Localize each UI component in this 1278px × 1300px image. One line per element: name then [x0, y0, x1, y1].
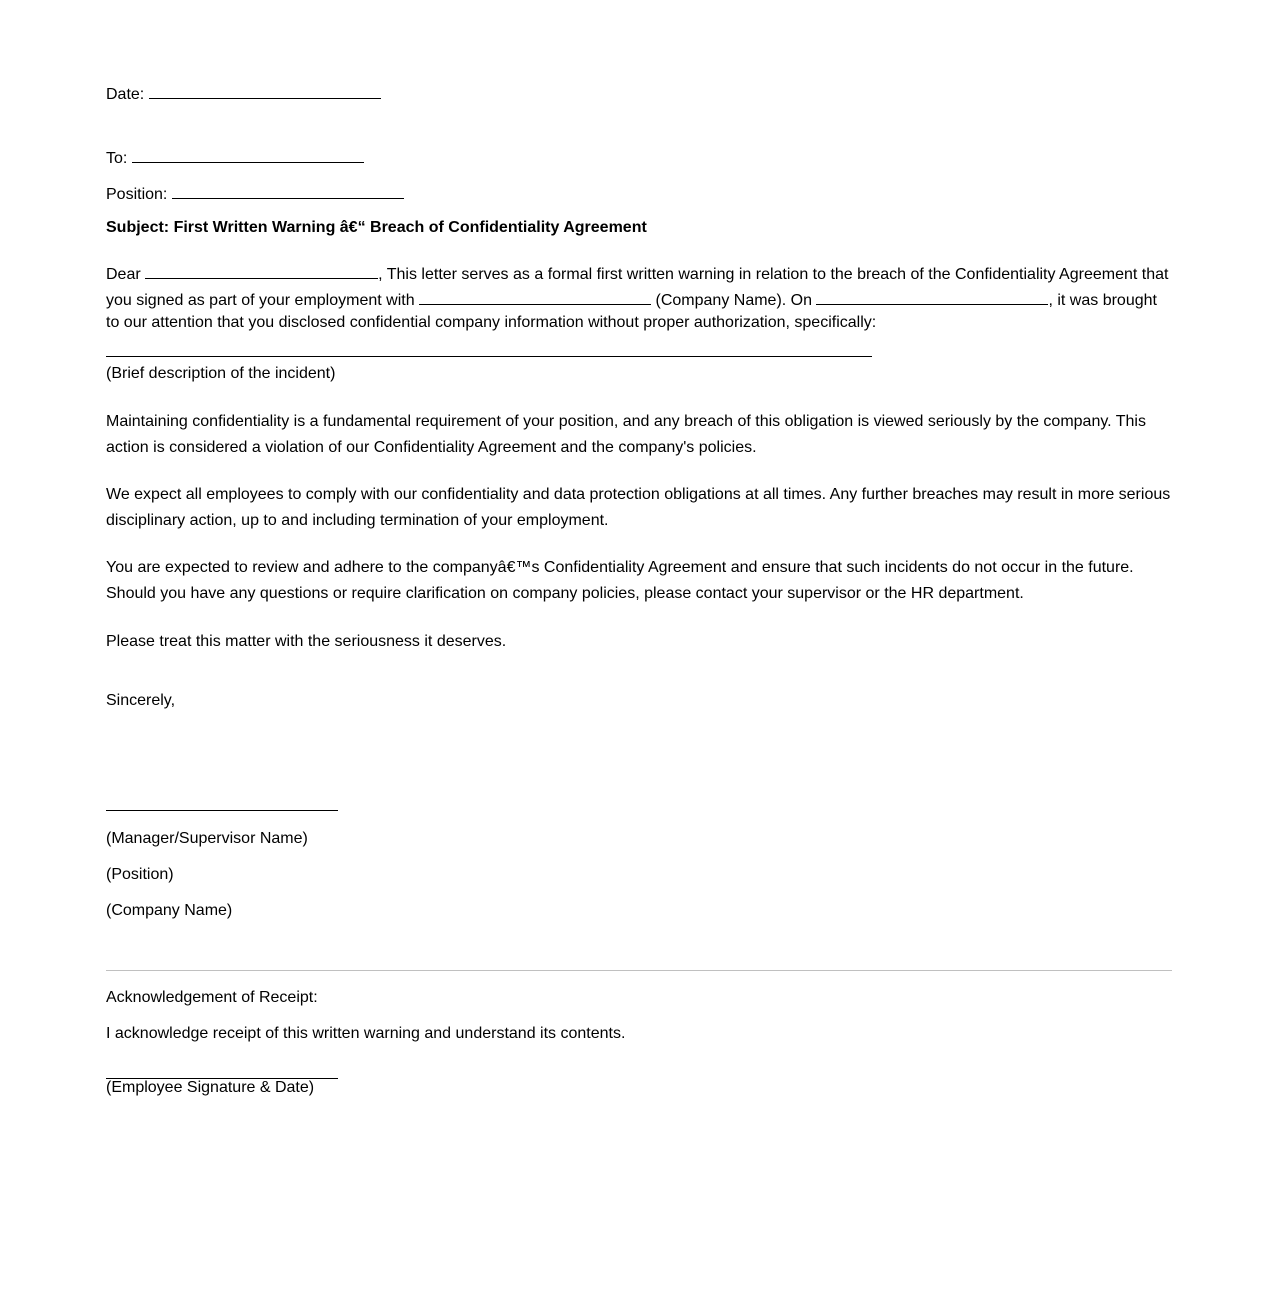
paragraph-1-line-3: to our attention that you disclosed confidential company information without proper authorization, specifically: — [106, 314, 877, 331]
section-divider — [106, 970, 1172, 971]
manager-name: (Manager/Supervisor Name) — [106, 830, 308, 847]
date-label: Date: — [106, 86, 145, 103]
paragraph-1-line-2 — [106, 288, 1157, 311]
sign-off: Sincerely, — [106, 692, 176, 709]
paragraph-1-text: , This letter serves as a formal first written warning in relation to the breach of the Confidentiality Agreement that — [378, 266, 1169, 283]
company-name: (Company Name) — [106, 902, 233, 919]
paragraph-1-text: you signed as part of your employment with — [106, 292, 415, 309]
company-name-blank — [419, 288, 651, 305]
incident-description-blank — [106, 356, 872, 357]
recipient-name-blank — [145, 262, 378, 279]
paragraph-1-text: (Company Name). On — [655, 292, 813, 309]
acknowledgement-title: Acknowledgement of Receipt: — [106, 989, 318, 1006]
salutation: Dear — [106, 266, 141, 283]
paragraph-2: Maintaining confidentiality is a fundamental requirement of your position, and any breach of this obligation is viewed seriously by the company. This action is considered a violation of our Confidentiality Agreement and the company's policies. — [106, 413, 1146, 456]
to-blank — [132, 146, 364, 163]
position-line — [106, 182, 404, 205]
employee-signature-caption: (Employee Signature & Date) — [106, 1079, 315, 1096]
paragraph-1-line-1 — [106, 262, 1168, 285]
date-line — [106, 82, 381, 105]
paragraph-3: We expect all employees to comply with our confidentiality and data protection obligations at all times. Any further breaches may result in more serious disciplinary action, up to and including termination of your employment. — [106, 486, 1171, 529]
paragraph-5: Please treat this matter with the seriousness it deserves. — [106, 633, 507, 650]
acknowledgement-statement: I acknowledge receipt of this written warning and understand its contents. — [106, 1025, 626, 1042]
manager-signature-blank — [106, 810, 338, 811]
date-blank — [149, 82, 381, 99]
to-line — [106, 146, 364, 169]
manager-position: (Position) — [106, 866, 174, 883]
to-label: To: — [106, 150, 128, 167]
subject-line: Subject: First Written Warning â€“ Breach of Confidentiality Agreement — [106, 219, 647, 236]
incident-caption: (Brief description of the incident) — [106, 365, 336, 382]
paragraph-4: You are expected to review and adhere to the companyâ€™s Confidentiality Agreement and ensure that such incidents do not occur in the future. Should you have any questions or require clarification on company policies, please contact your supervisor or the HR department. — [106, 559, 1134, 602]
position-label: Position: — [106, 186, 168, 203]
paragraph-1-text: , it was brought — [1048, 292, 1157, 309]
position-blank — [172, 182, 404, 199]
incident-date-blank — [816, 288, 1048, 305]
